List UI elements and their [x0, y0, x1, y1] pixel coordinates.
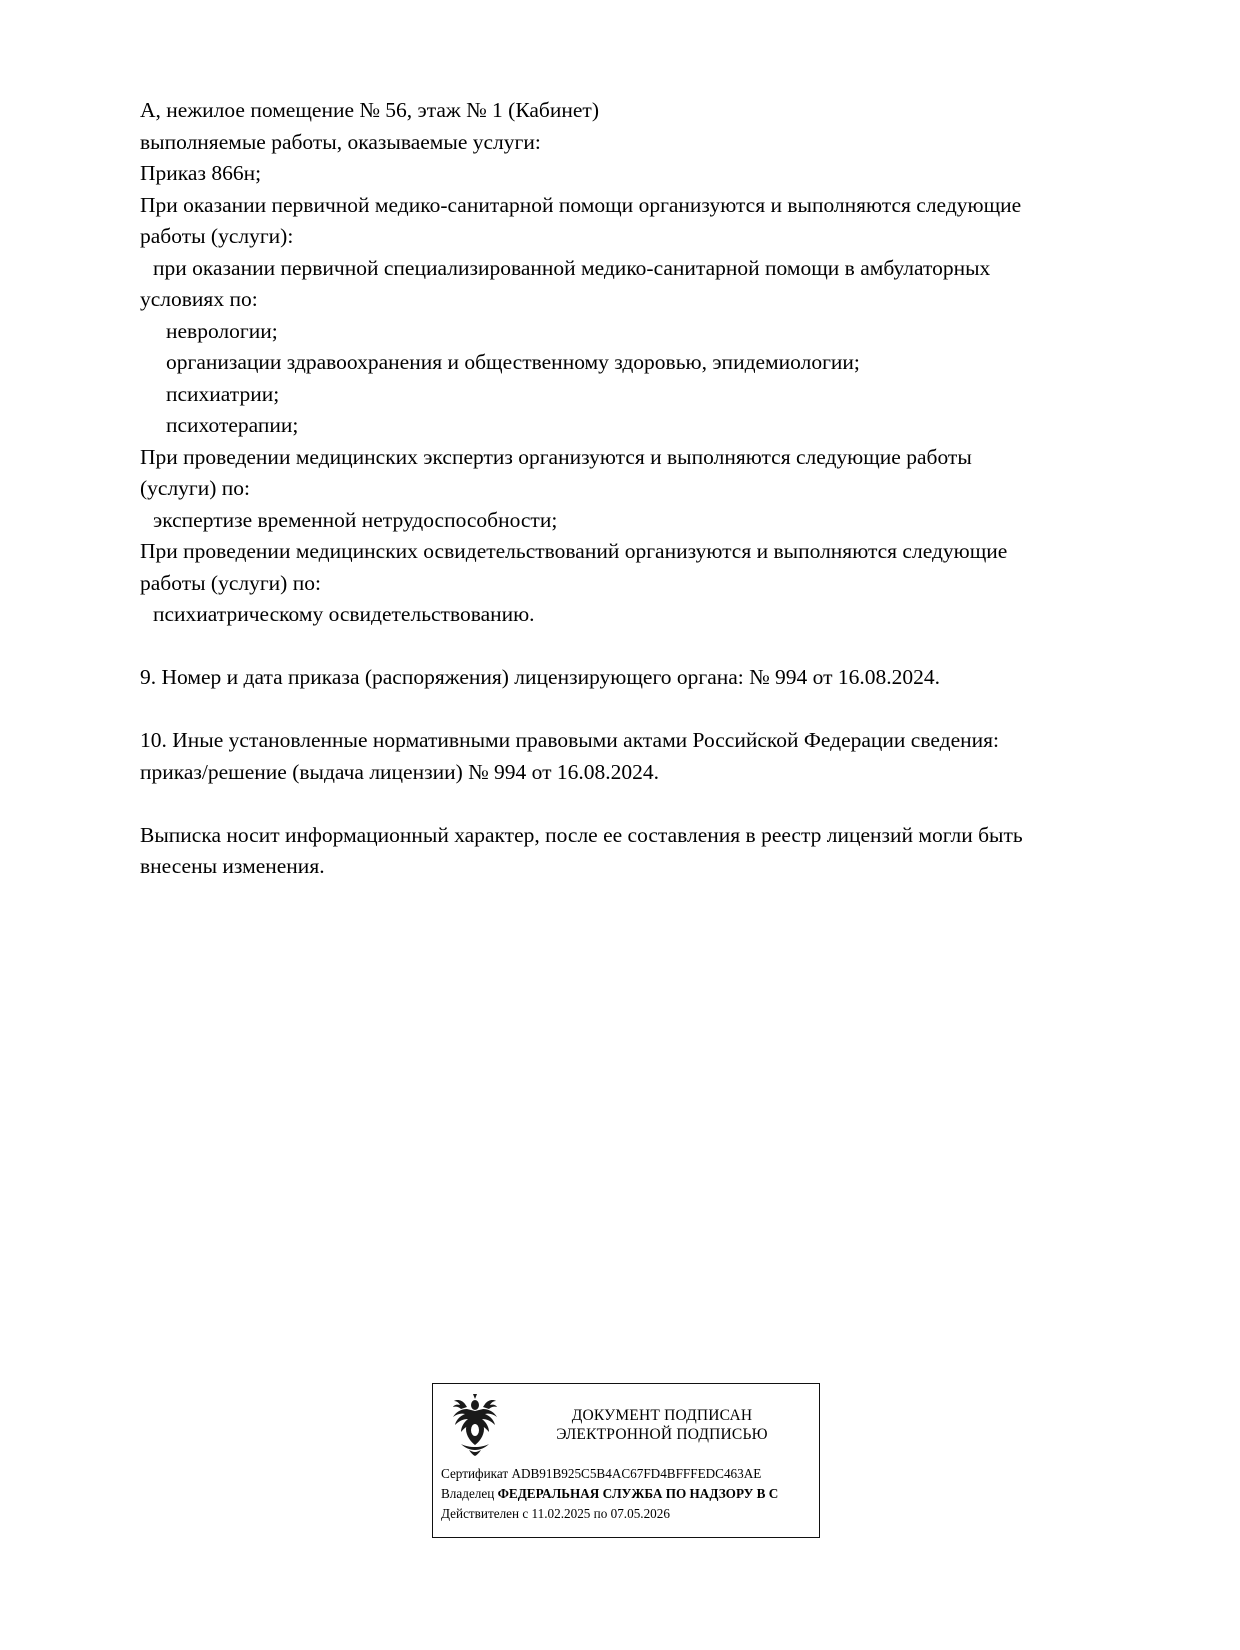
double-headed-eagle-emblem-icon — [443, 1392, 507, 1458]
stamp-header — [433, 1384, 819, 1462]
document-line: психотерапии; — [166, 413, 299, 437]
paragraph-spacer — [140, 694, 1100, 726]
stamp-owner-value: ФЕДЕРАЛЬНАЯ СЛУЖБА ПО НАДЗОРУ В С — [497, 1486, 779, 1501]
paragraph-spacer — [140, 631, 1100, 663]
stamp-validity-row — [441, 1504, 819, 1524]
stamp-title-line-2: ЭЛЕКТРОННОЙ ПОДПИСЬЮ — [556, 1426, 768, 1443]
document-line: При оказании первичной медико-санитарной помощи организуются и выполняются следующие — [140, 192, 1022, 217]
document-line: А, нежилое помещение № 56, этаж № 1 (Кабинет) — [140, 98, 599, 122]
document-line: психиатрическому освидетельствованию. — [153, 602, 535, 626]
stamp-owner-label: Владелец — [441, 1486, 495, 1501]
document-line: условиях по: — [140, 287, 258, 311]
document-line: экспертизе временной нетрудоспособности; — [153, 507, 558, 532]
electronic-signature-stamp — [432, 1383, 820, 1538]
document-line: выполняемые работы, оказываемые услуги: — [140, 129, 541, 154]
document-line: приказ/решение (выдача лицензии) № 994 от 16.08.2024. — [140, 759, 660, 784]
document-line: При проведении медицинских освидетельствований организуются и выполняются следующие — [140, 539, 1008, 563]
stamp-owner-row — [441, 1484, 819, 1504]
document-line: работы (услуги) по: — [140, 570, 321, 595]
document-line: (услуги) по: — [140, 476, 251, 500]
stamp-certificate-value: ADB91B925C5B4AC67FD4BFFFEDC463AE — [511, 1466, 762, 1481]
document-line: внесены изменения. — [140, 854, 325, 878]
document-line: организации здравоохранения и общественному здоровью, эпидемиологии; — [166, 350, 860, 374]
stamp-certificate-row — [441, 1464, 819, 1484]
document-line: Приказ 866н; — [140, 161, 262, 185]
document-line: работы (услуги): — [140, 224, 294, 248]
stamp-details — [433, 1462, 819, 1524]
document-body — [140, 95, 1100, 883]
document-line: неврологии; — [166, 318, 278, 343]
stamp-validity-label: Действителен — [441, 1506, 520, 1521]
document-line: при оказании первичной специализированной медико-санитарной помощи в амбулаторных — [153, 255, 991, 280]
document-line: психиатрии; — [166, 381, 280, 406]
document-line: 9. Номер и дата приказа (распоряжения) лицензирующего органа: № 994 от 16.08.2024. — [140, 665, 941, 689]
stamp-title — [511, 1406, 813, 1444]
document-line: Выписка носит информационный характер, после ее составления в реестр лицензий могли быть — [140, 822, 1023, 847]
document-line: При проведении медицинских экспертиз организуются и выполняются следующие работы — [140, 444, 972, 469]
stamp-title-line-1: ДОКУМЕНТ ПОДПИСАН — [571, 1407, 753, 1424]
document-line: 10. Иные установленные нормативными правовыми актами Российской Федерации сведения: — [140, 728, 999, 752]
stamp-certificate-label: Сертификат — [441, 1466, 509, 1481]
paragraph-spacer — [140, 788, 1100, 820]
stamp-validity-value: с 11.02.2025 по 07.05.2026 — [522, 1506, 670, 1521]
